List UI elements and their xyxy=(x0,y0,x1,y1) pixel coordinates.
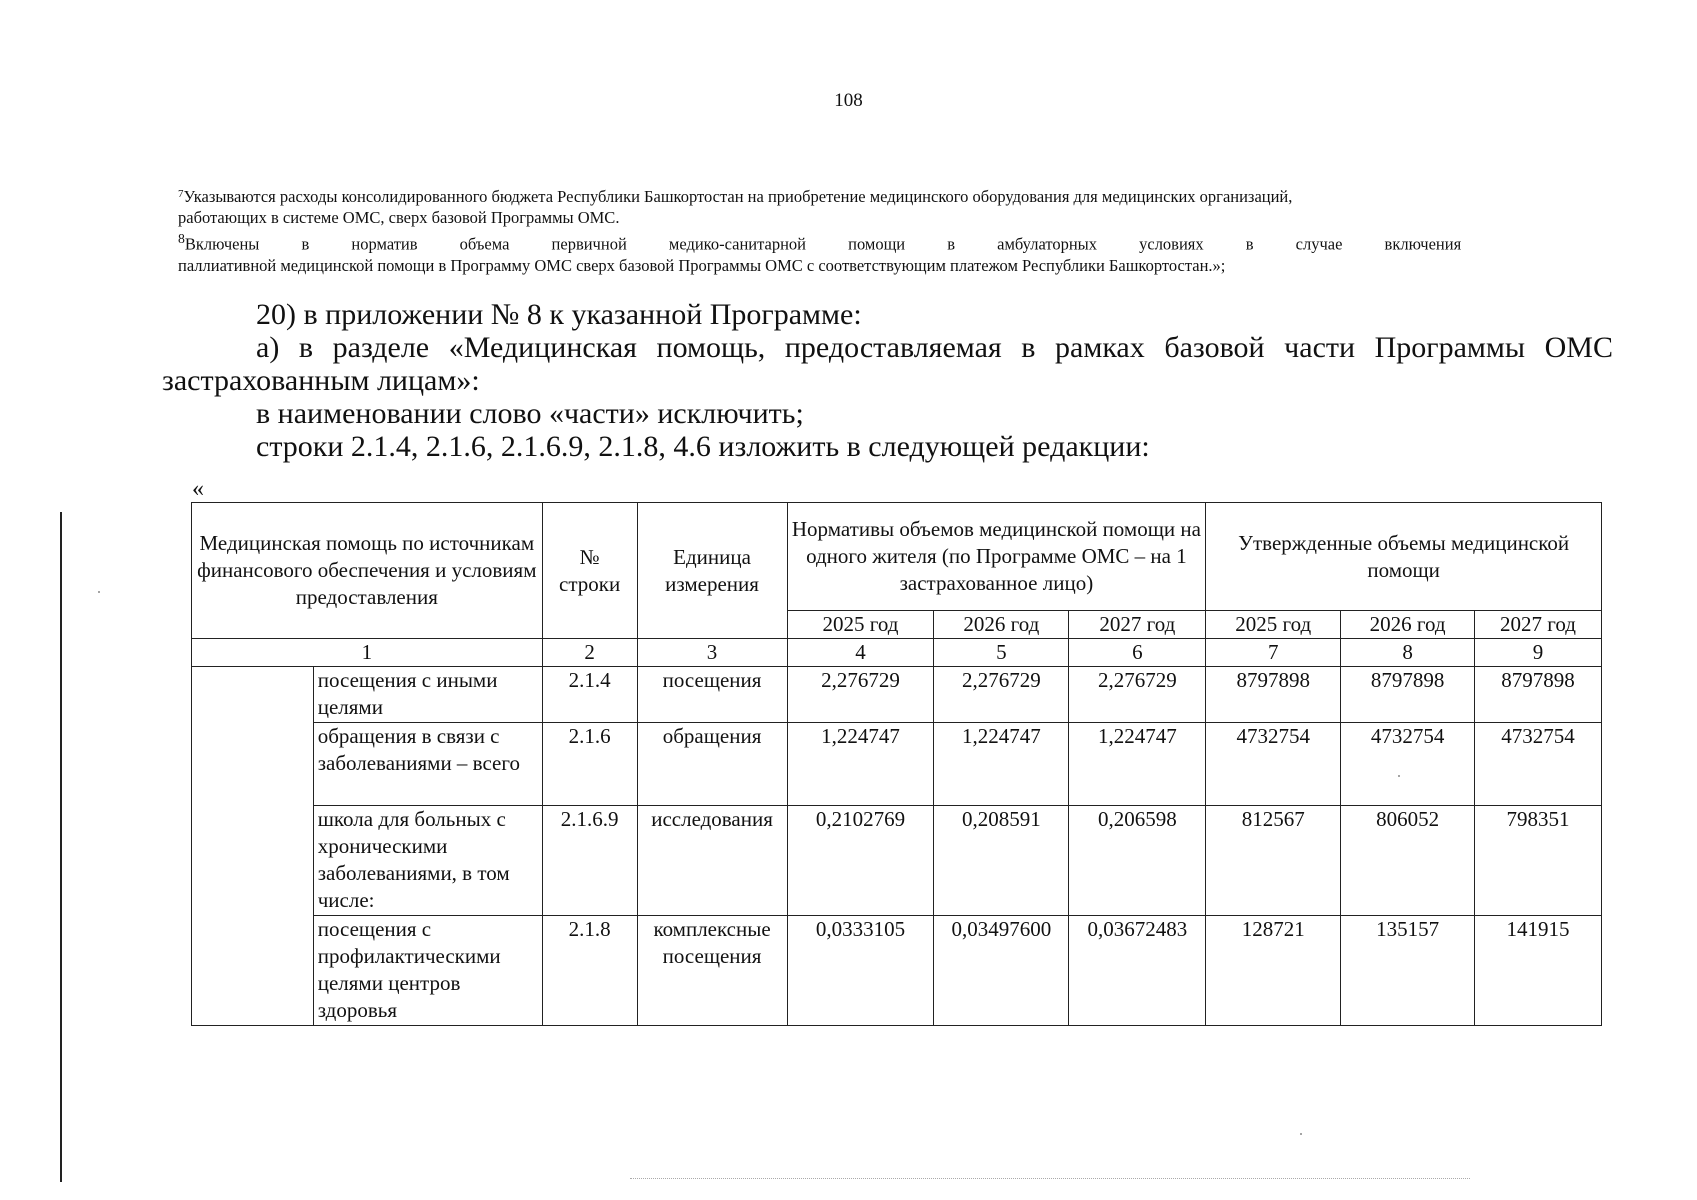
column-number: 3 xyxy=(637,639,787,667)
row-name: школа для больных с хроническими заболеваниями, в том числе: xyxy=(313,806,542,916)
column-number: 4 xyxy=(787,639,934,667)
scan-margin-line xyxy=(60,512,62,1182)
amendment-text xyxy=(162,298,1613,463)
table-row xyxy=(192,916,1602,1026)
page-number: 108 xyxy=(834,90,863,111)
row-number: 2.1.6.9 xyxy=(542,806,637,916)
footnote-7 xyxy=(178,186,1613,207)
norm-2026: 0,208591 xyxy=(934,806,1069,916)
footnote-mark: 8 xyxy=(178,231,185,246)
scan-dot xyxy=(1398,775,1400,777)
row-number: 2.1.6 xyxy=(542,723,637,806)
table-row xyxy=(192,723,1602,806)
row-unit: посещения xyxy=(637,667,787,723)
norm-2025: 1,224747 xyxy=(787,723,934,806)
header-norms-group: Нормативы объемов медицинской помощи на одного жителя (по Программе ОМС – на 1 застрахованное лицо) xyxy=(787,503,1206,611)
column-number: 6 xyxy=(1069,639,1206,667)
column-number: 1 xyxy=(192,639,543,667)
instruction-new-rows: строки 2.1.4, 2.1.6, 2.1.6.9, 2.1.8, 4.6 изложить в следующей редакции: xyxy=(256,430,1150,463)
volume-2027: 141915 xyxy=(1475,916,1602,1026)
column-number: 7 xyxy=(1206,639,1341,667)
scan-dot xyxy=(98,591,100,593)
row-unit: исследования xyxy=(637,806,787,916)
row-name: посещения с профилактическими целями центров здоровья xyxy=(313,916,542,1026)
header-year: 2025 год xyxy=(1206,611,1341,639)
norm-2027: 0,03672483 xyxy=(1069,916,1206,1026)
volume-2026: 806052 xyxy=(1341,806,1475,916)
instruction-exclude-word: в наименовании слово «части» исключить; xyxy=(256,397,804,430)
footnote-text: Указываются расходы консолидированного бюджета Республики Башкортостан на приобретение медицинского оборудования для медицинских организаций, xyxy=(183,187,1293,206)
norm-2027: 2,276729 xyxy=(1069,667,1206,723)
norm-2027: 0,206598 xyxy=(1069,806,1206,916)
blank-category-cell xyxy=(192,667,314,1026)
subitem-a-continued: застрахованным лицам»: xyxy=(162,364,480,397)
header-row-number: № строки xyxy=(542,503,637,639)
norm-2026: 1,224747 xyxy=(934,723,1069,806)
footnote-text: Включены в норматив объема первичной медико-санитарной помощи в амбулаторных условиях в случае включения xyxy=(184,234,1462,254)
row-name: посещения с иными целями xyxy=(313,667,542,723)
column-number: 9 xyxy=(1475,639,1602,667)
opening-quote: « xyxy=(192,476,204,502)
row-unit: обращения xyxy=(637,723,787,806)
row-number: 2.1.8 xyxy=(542,916,637,1026)
footnote-text-continued: работающих в системе ОМС, сверх базовой Программы ОМС. xyxy=(178,208,620,227)
row-unit: комплексные посещения xyxy=(637,916,787,1026)
norm-2025: 0,2102769 xyxy=(787,806,934,916)
header-year: 2027 год xyxy=(1475,611,1602,639)
table-row xyxy=(192,806,1602,916)
row-number: 2.1.4 xyxy=(542,667,637,723)
subitem-a: а) в разделе «Медицинская помощь, предоставляемая в рамках базовой части Программы ОМС xyxy=(256,331,1613,364)
volume-2025: 8797898 xyxy=(1206,667,1341,723)
column-number: 8 xyxy=(1341,639,1475,667)
item-20: 20) в приложении № 8 к указанной Программе: xyxy=(256,298,862,331)
row-name: обращения в связи с заболеваниями – всего xyxy=(313,723,542,806)
volume-2027: 798351 xyxy=(1475,806,1602,916)
footnotes xyxy=(178,186,1613,276)
header-year: 2027 год xyxy=(1069,611,1206,639)
volume-2025: 4732754 xyxy=(1206,723,1341,806)
header-year: 2026 год xyxy=(934,611,1069,639)
footnote-text-continued: паллиативной медицинской помощи в Программу ОМС сверх базовой Программы ОМС с соответствующим платежом Республики Башкортостан.»; xyxy=(178,255,1226,275)
norm-2026: 2,276729 xyxy=(934,667,1069,723)
header-year: 2026 год xyxy=(1341,611,1475,639)
header-care-type: Медицинская помощь по источникам финансового обеспечения и условиям предоставления xyxy=(192,503,543,639)
header-year: 2025 год xyxy=(787,611,934,639)
norm-2027: 1,224747 xyxy=(1069,723,1206,806)
volumes-table xyxy=(191,502,1602,1026)
scan-bottom-artifact xyxy=(630,1178,1470,1179)
volume-2026: 4732754 xyxy=(1341,723,1475,806)
volume-2026: 135157 xyxy=(1341,916,1475,1026)
header-unit: Единица измерения xyxy=(637,503,787,639)
volume-2027: 8797898 xyxy=(1475,667,1602,723)
volume-2027: 4732754 xyxy=(1475,723,1602,806)
column-number: 5 xyxy=(934,639,1069,667)
header-approved-group: Утвержденные объемы медицинской помощи xyxy=(1206,503,1602,611)
footnote-mark: 7 xyxy=(178,188,184,200)
norm-2025: 2,276729 xyxy=(787,667,934,723)
volume-2026: 8797898 xyxy=(1341,667,1475,723)
footnote-8 xyxy=(178,228,1613,255)
norm-2025: 0,0333105 xyxy=(787,916,934,1026)
norm-2026: 0,03497600 xyxy=(934,916,1069,1026)
volume-2025: 128721 xyxy=(1206,916,1341,1026)
scan-dot xyxy=(1300,1133,1302,1135)
volume-2025: 812567 xyxy=(1206,806,1341,916)
column-number: 2 xyxy=(542,639,637,667)
table-row xyxy=(192,667,1602,723)
